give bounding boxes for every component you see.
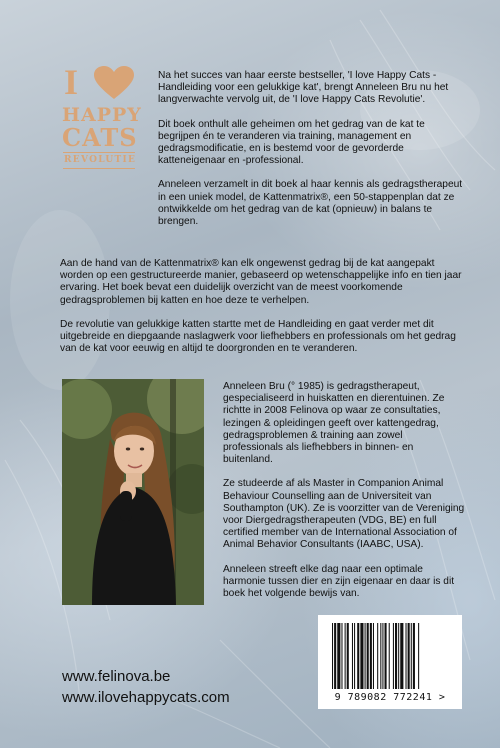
paragraph: Anneleen streeft elke dag naar een optimale harmonie tussen dier en zijn eigenaar en daar is dit boek het volgende bewijs van. [223,563,455,600]
logo-revolutie: REVOLUTIE [64,155,137,165]
website-felinova[interactable]: www.felinova.be [62,668,171,685]
barcode-bars [318,615,462,695]
paragraph: Aan de hand van de Kattenmatrix® kan elk ongewenst gedrag bij de kat aangepakt worden op een gestructureerde manier, gebaseerd op wetenschappelijke info en tien jaar ervaring. Het boek bevat een duidelijk overzicht van de meest voorkomende gedragsproblemen bij katten en hoe deze te verhelpen. [60,258,462,306]
intro-text [158,70,463,240]
author-photo [62,379,204,605]
paragraph: Dit boek onthult alle geheimen om het gedrag van de kat te begrijpen én te veranderen via training, management en gedragsmodificatie, en is bestemd voor de gevorderde katteneigenaar en -professional. [158,118,425,167]
paragraph: Ze studeerde af als Master in Companion Animal Behaviour Counselling aan de Universiteit van Southampton (UK). Ze is voorzitter van de Vereniging voor Diergedragstherapeuten (VDG, BE) en full certified member van de International Association of Animal Behavior Consultants (IAABC, USA). [223,478,465,551]
happy-cats-logo [60,62,140,172]
website-ilovehappycats[interactable]: www.ilovehappycats.com [62,689,230,706]
body-text [60,258,465,367]
isbn-barcode [318,615,462,709]
logo-happy: HAPPY [62,104,142,126]
author-bio [223,381,465,612]
websites [62,666,230,708]
logo-cats: CATS [62,123,138,152]
author-portrait [62,379,204,605]
logo-divider [63,168,135,169]
paragraph: Na het succes van haar eerste bestseller, 'I love Happy Cats - Handleiding voor een gelukkige kat', brengt Anneleen Bru nu het langverwachte vervolg uit, de 'I love Happy Cats Revolutie'. [158,70,449,106]
logo-letter-i: I [64,62,79,102]
isbn-number: 9 789082 772241 > [334,692,446,703]
logo-divider [63,152,135,153]
paragraph: Anneleen Bru (° 1985) is gedragstherapeut, gespecialiseerd in huiskatten en dierentuinen. Ze richtte in 2008 Felinova op waar ze consultaties, lezingen & opleidingen geeft over kattengedrag, gedragsproblemen & training aan zowel professionals als liefhebbers in binnen- en buitenland. [223,381,445,466]
paragraph: Anneleen verzamelt in dit boek al haar kennis als gedragstherapeut in een uniek model, de Kattenmatrix®, een 50-stappenplan dat ze ontwikkelde om het gedrag van de kat (opnieuw) in balans te brengen. [158,179,463,228]
heart-icon [94,66,134,100]
paragraph: De revolutie van gelukkige katten startte met de Handleiding en gaat verder met dit uitgebreide en diepgaande naslagwerk voor liefhebbers en professionals om het gedrag van de kat voor eeuwig en altijd te doorgronden en te veranderen. [60,318,456,355]
